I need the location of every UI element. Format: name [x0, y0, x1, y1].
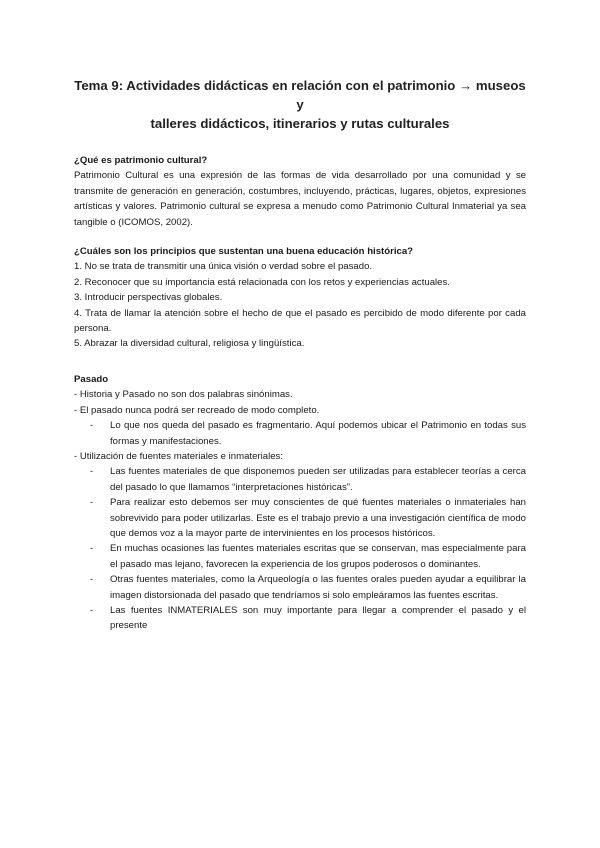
principle-item: 1. No se trata de transmitir una única visión o verdad sobre el pasado. — [74, 261, 373, 273]
sublist-item-text: Otras fuentes materiales, como la Arqueología o las fuentes orales pueden ayudar a equilibrar la imagen distorsionada del pasado que tendríamos si solo empleáramos las fuentes escritas. — [110, 574, 526, 601]
section-heading-pasado: Pasado — [74, 373, 109, 385]
page-title — [74, 76, 526, 133]
pasado-bullet: - Historia y Pasado no son dos palabras sinónimas. — [74, 389, 293, 401]
sublist-item — [74, 541, 526, 572]
sublist-item — [74, 572, 526, 603]
sublist-item-text: Lo que nos queda del pasado es fragmentario. Aquí podemos ubicar el Patrimonio en todas sus formas y manifestaciones. — [110, 420, 526, 447]
page-title-line-1: Tema 9: Actividades didácticas en relación con el patrimonio → museos y — [74, 78, 526, 112]
sublist-item-text: Las fuentes materiales de que disponemos pueden ser utilizadas para establecer teorías a cerca del pasado lo que llamamos “interpretaciones históricas”. — [110, 466, 526, 493]
sublist-item — [74, 418, 526, 449]
dash-bullet-icon: - — [90, 574, 94, 586]
principle-item: 5. Abrazar la diversidad cultural, religiosa y lingüística. — [74, 338, 305, 350]
dash-bullet-icon: - — [90, 420, 94, 432]
dash-bullet-icon: - — [90, 604, 94, 616]
dash-bullet-icon: - — [90, 497, 94, 509]
sublist-item — [74, 464, 526, 495]
section-heading-principios: ¿Cuáles son los principios que sustentan una buena educación histórica? — [74, 246, 414, 258]
page-title-line-2: talleres didácticos, itinerarios y rutas culturales — [150, 116, 450, 131]
pasado-sublist-1 — [74, 418, 526, 449]
sublist-item-text: Las fuentes INMATERIALES son muy importante para llegar a comprender el pasado y el presente — [110, 604, 526, 632]
dash-bullet-icon: - — [90, 543, 94, 555]
sublist-item — [74, 495, 526, 541]
pasado-bullet: - El pasado nunca podrá ser recreado de modo completo. — [74, 404, 320, 416]
section-body-patrimonio: Patrimonio Cultural es una expresión de las formas de vida desarrollado por una comunidad y se transmite de generación en generación, costumbres, incluyendo, prácticas, lugares, objetos, expresiones artísticas y valores. Patrimonio cultural se expresa a menudo como Patrimonio Cultural Inmaterial ya sea tangible o (ICOMOS, 2002). — [74, 170, 526, 228]
pasado-sublist-2 — [74, 464, 526, 633]
sublist-item-text: Para realizar esto debemos ser muy conscientes de qué fuentes materiales o inmateriales han sobrevivido para poder utilizarlas. Este es el trabajo previo a una investigación científica de modo que demos voz a la mayor parte de intervinientes en los procesos históricos. — [110, 497, 526, 539]
principle-item: 2. Reconocer que su importancia está relacionada con los retos y experiencias actuales. — [74, 276, 450, 288]
sublist-item — [74, 603, 526, 634]
section-heading-patrimonio: ¿Qué es patrimonio cultural? — [74, 155, 208, 166]
pasado-bullet: - Utilización de fuentes materiales e inmateriales: — [74, 450, 284, 462]
principle-item: 3. Introducir perspectivas globales. — [74, 292, 223, 304]
sublist-item-text: En muchas ocasiones las fuentes materiales escritas que se conservan, mas especialmente para el pasado mas lejano, favorecen la experiencia de los grupos poderosos o dominantes. — [110, 543, 526, 570]
principle-item: 4. Trata de llamar la atención sobre el hecho de que el pasado es percibido de modo diferente por cada persona. — [74, 307, 526, 335]
dash-bullet-icon: - — [90, 466, 94, 478]
